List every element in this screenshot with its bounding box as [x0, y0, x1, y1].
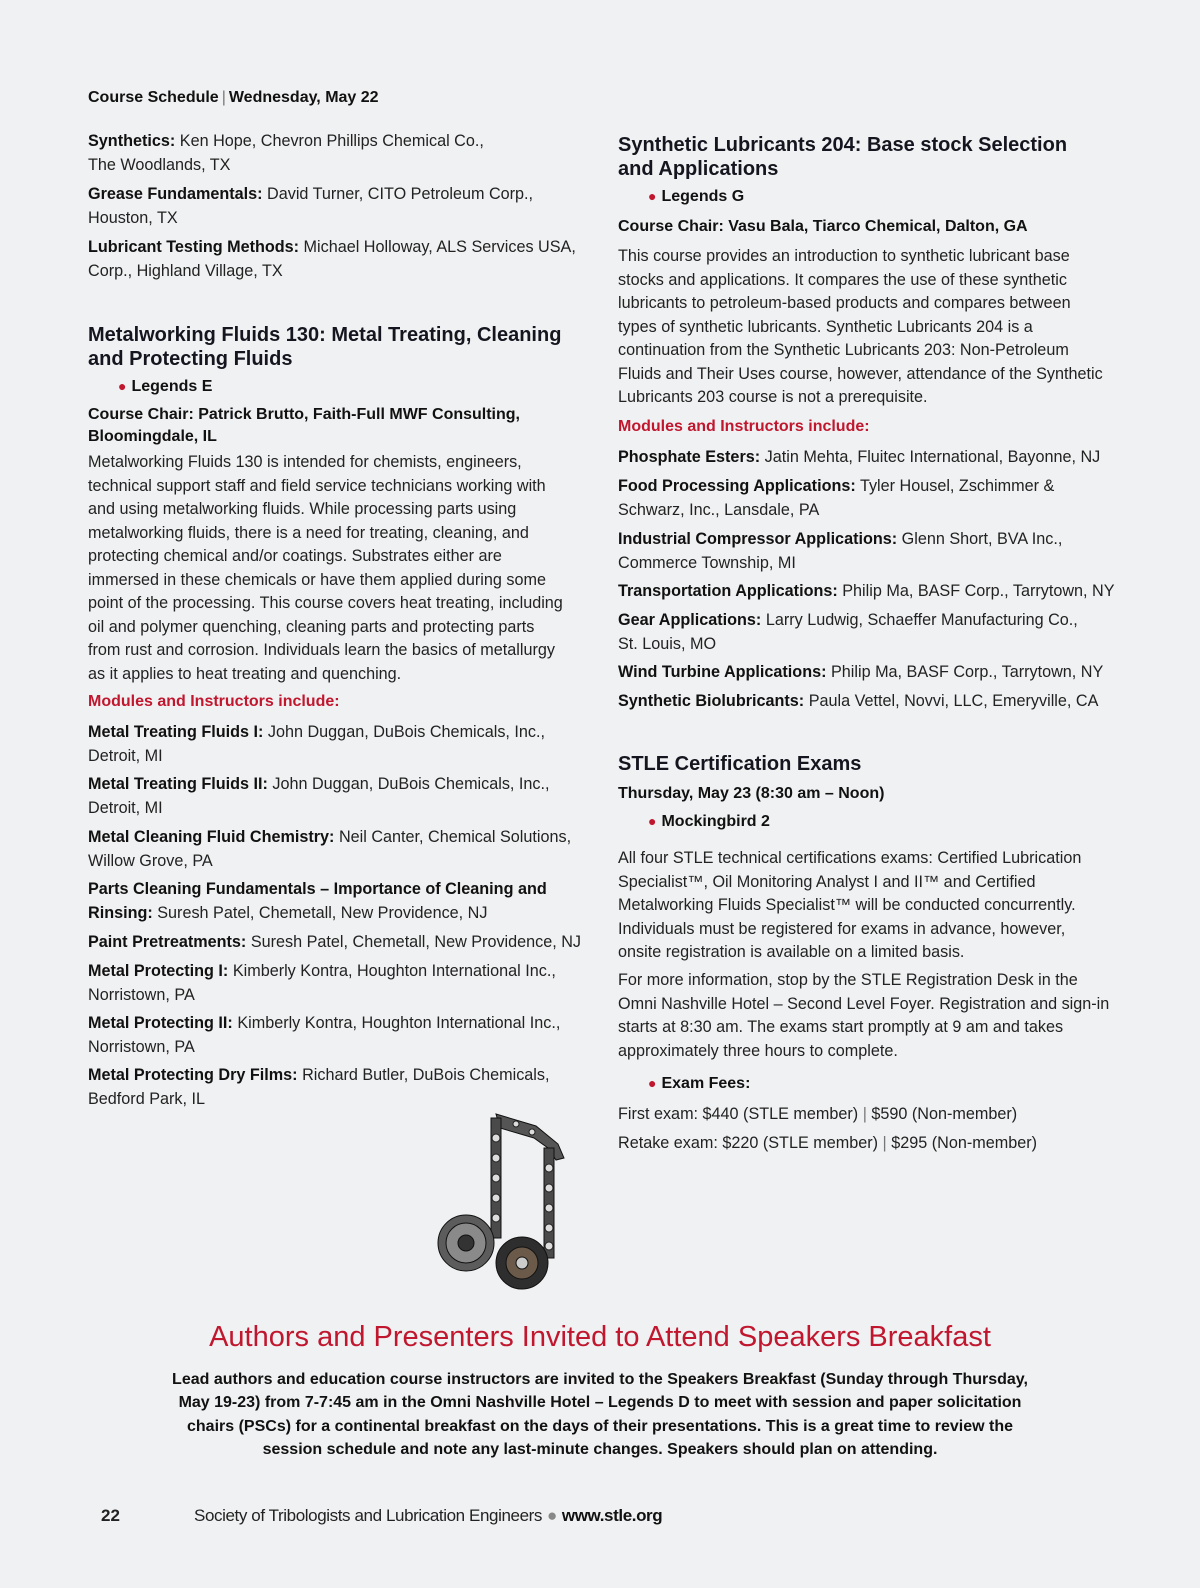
schedule-section: Course Schedule [88, 89, 219, 106]
para-line: All four STLE technical certifications exams: Certified Lubrication [618, 849, 1082, 867]
module-label: Metal Cleaning Fluid Chemistry: [88, 828, 335, 846]
fees-heading [648, 1075, 750, 1093]
module-entry [88, 826, 583, 873]
module-entry [618, 446, 1128, 470]
entry-label: Grease Fundamentals: [88, 185, 263, 203]
fee-member: First exam: $440 (STLE member) [618, 1105, 859, 1123]
module-text-2: St. Louis, MO [618, 634, 717, 653]
desc-line: Metalworking Fluids 130 is intended for chemists, engineers, [88, 453, 522, 471]
module-label: Gear Applications: [618, 611, 762, 629]
bullet-icon: ● [118, 378, 127, 394]
module-entry [618, 609, 1128, 656]
fee-first [618, 1103, 1123, 1127]
module-entry [618, 528, 1128, 575]
bullet-icon: ● [648, 1075, 657, 1091]
breakfast-line: session schedule and note any last-minute changes. Speakers should plan on attending. [262, 1440, 938, 1458]
desc-line: metalworking fluids, there is a need for treating, cleaning, and [88, 523, 529, 542]
chair-line: Course Chair: Patrick Brutto, Faith-Full MWF Consulting, [88, 406, 520, 423]
module-entry [618, 580, 1128, 604]
module-text-2: Willow Grove, PA [88, 851, 213, 870]
room-label [648, 188, 744, 206]
fee-member: Retake exam: $220 (STLE member) [618, 1134, 879, 1152]
desc-line: types of synthetic lubricants. Synthetic Lubricants 204 is a [618, 317, 1033, 336]
module-label: Metal Treating Fluids II: [88, 775, 268, 793]
breakfast-line: Lead authors and education course instructors are invited to the Speakers Breakfast (Sunday through Thursday, [172, 1371, 1028, 1388]
footer-org [194, 1506, 662, 1526]
module-entry [88, 1012, 588, 1059]
module-entry [88, 721, 583, 768]
header-separator: | [221, 89, 226, 106]
module-label-2: Rinsing: [88, 903, 153, 922]
module-text-2: Detroit, MI [88, 746, 163, 765]
module-entry [88, 878, 588, 925]
module-text-2: Suresh Patel, Chemetall, New Providence, NJ [157, 903, 488, 922]
desc-line: and using metalworking fluids. While processing parts using [88, 500, 517, 518]
para-line: approximately three hours to complete. [618, 1041, 898, 1060]
module-label: Phosphate Esters: [618, 448, 761, 466]
module-text: Tyler Housel, Zschimmer & [859, 477, 1055, 495]
desc-line: continuation from the Synthetic Lubricants 203: Non-Petroleum [618, 341, 1069, 359]
fee-separator: | [882, 1134, 887, 1152]
module-text: Neil Canter, Chemical Solutions, [338, 828, 572, 846]
para-line: For more information, stop by the STLE Registration Desk in the [618, 971, 1078, 989]
module-text: Kimberly Kontra, Houghton International Inc., [232, 962, 556, 980]
course-title-mwf [88, 323, 583, 371]
module-label: Synthetic Biolubricants: [618, 692, 805, 710]
module-text: Paula Vettel, Novvi, LLC, Emeryville, CA [808, 692, 1099, 710]
modules-heading: Modules and Instructors include: [618, 418, 870, 435]
module-entry [88, 1064, 588, 1111]
module-text-2: Bedford Park, IL [88, 1089, 205, 1108]
fee-nonmember: $295 (Non-member) [891, 1134, 1037, 1152]
desc-line: lubricants to petroleum-based products and compares between [618, 294, 1071, 312]
module-entry [88, 931, 588, 955]
certification-title: STLE Certification Exams [618, 753, 862, 775]
module-text: John Duggan, DuBois Chemicals, Inc., [267, 723, 546, 741]
intro-entry [88, 130, 583, 177]
room-label [648, 813, 770, 831]
desc-line: immersed in these chemicals or have them applied during some [88, 570, 546, 589]
page-number: 22 [101, 1506, 120, 1525]
para-line: onsite registration is available on a limited basis. [618, 943, 965, 961]
entry-text: Michael Holloway, ALS Services USA, [303, 238, 576, 256]
entry-text-2: Houston, TX [88, 208, 178, 227]
module-text: Philip Ma, BASF Corp., Tarrytown, NY [830, 663, 1104, 681]
desc-line: from rust and corrosion. Individuals learn the basics of metallurgy [88, 641, 555, 659]
module-entry [618, 475, 1128, 522]
module-entry [88, 773, 583, 820]
desc-line: protecting chemical and/or coatings. Substrates either are [88, 547, 502, 565]
module-text-2: Detroit, MI [88, 798, 163, 817]
breakfast-line: May 19-23) from 7-7:45 am in the Omni Nashville Hotel – Legends D to meet with session and paper solicitation [178, 1394, 1022, 1412]
module-text: John Duggan, DuBois Chemicals, Inc., [272, 775, 550, 793]
website-link[interactable]: www.stle.org [561, 1506, 663, 1525]
desc-line: Fluids and Their Uses course, however, attendance of the Synthetic [618, 364, 1103, 383]
room-label [118, 378, 212, 396]
desc-line: point of the processing. This course covers heat treating, including [88, 594, 563, 612]
entry-text-2: The Woodlands, TX [88, 155, 231, 174]
room-name: Mockingbird 2 [661, 813, 770, 830]
para-line: starts at 8:30 am. The exams start promptly at 9 am and takes [618, 1018, 1064, 1036]
org-name: Society of Tribologists and Lubrication Engineers [194, 1506, 543, 1525]
module-text: Philip Ma, BASF Corp., Tarrytown, NY [842, 582, 1115, 600]
module-text-2: Commerce Township, MI [618, 553, 796, 572]
fee-separator: | [862, 1105, 867, 1123]
bullet-icon: ● [648, 813, 657, 829]
fees-heading-text: Exam Fees: [661, 1075, 751, 1092]
module-text-2: Schwarz, Inc., Lansdale, PA [618, 500, 820, 519]
course-chair: Course Chair: Vasu Bala, Tiarco Chemical, Dalton, GA [618, 218, 1028, 235]
entry-text-2: Corp., Highland Village, TX [88, 261, 283, 280]
module-label: Food Processing Applications: [618, 477, 856, 495]
desc-line: Lubricants 203 course is not a prerequisite. [618, 388, 928, 406]
certification-para-2 [618, 969, 1123, 1063]
module-text: Kimberly Kontra, Houghton International Inc., [237, 1014, 561, 1032]
course-title-synth [618, 133, 1118, 181]
intro-entry [88, 236, 583, 283]
module-text: Glenn Short, BVA Inc., [901, 530, 1063, 548]
module-label: Metal Treating Fluids I: [88, 723, 264, 741]
breakfast-body [150, 1368, 1050, 1461]
desc-line: This course provides an introduction to synthetic lubricant base [618, 247, 1070, 265]
title-line: Synthetic Lubricants 204: Base stock Selection [618, 134, 1068, 156]
course-description [88, 451, 583, 686]
entry-label: Lubricant Testing Methods: [88, 238, 300, 256]
title-line: and Protecting Fluids [88, 348, 293, 370]
desc-line: as it applies to heat treating and quenching. [88, 664, 402, 683]
module-label: Parts Cleaning Fundamentals – Importance of Cleaning and [88, 880, 547, 898]
certification-time: Thursday, May 23 (8:30 am – Noon) [618, 785, 885, 802]
intro-entry [88, 183, 583, 230]
modules-heading: Modules and Instructors include: [88, 693, 340, 710]
chair-line: Bloomingdale, IL [88, 428, 217, 445]
entry-text: Ken Hope, Chevron Phillips Chemical Co., [179, 132, 484, 150]
breakfast-title: Authors and Presenters Invited to Attend Speakers Breakfast [209, 1321, 991, 1353]
module-text: Suresh Patel, Chemetall, New Providence, NJ [250, 933, 582, 951]
music-note-parts-illustration [436, 1108, 586, 1290]
course-chair [88, 404, 583, 448]
para-line: Omni Nashville Hotel – Second Level Foyer. Registration and sign-in [618, 994, 1110, 1013]
module-text-2: Norristown, PA [88, 985, 195, 1004]
schedule-header [88, 89, 379, 107]
title-line: Metalworking Fluids 130: Metal Treating, Cleaning [88, 324, 562, 346]
module-label: Metal Protecting I: [88, 962, 229, 980]
module-label: Wind Turbine Applications: [618, 663, 827, 681]
bullet-icon: ● [547, 1506, 557, 1525]
module-entry [618, 661, 1128, 685]
module-label: Metal Protecting II: [88, 1014, 233, 1032]
fee-retake [618, 1132, 1123, 1156]
module-label: Metal Protecting Dry Films: [88, 1066, 298, 1084]
certification-para-1 [618, 847, 1123, 965]
module-label: Industrial Compressor Applications: [618, 530, 898, 548]
module-entry [88, 960, 588, 1007]
bullet-icon: ● [648, 188, 657, 204]
module-label: Paint Pretreatments: [88, 933, 247, 951]
module-text-2: Norristown, PA [88, 1037, 195, 1056]
para-line: Metalworking Fluids Specialist™ will be conducted concurrently. [618, 896, 1076, 914]
desc-line: stocks and applications. It compares the use of these synthetic [618, 270, 1067, 289]
room-name: Legends G [661, 188, 745, 205]
fee-nonmember: $590 (Non-member) [871, 1105, 1018, 1123]
course-description [618, 245, 1118, 410]
schedule-day: Wednesday, May 22 [228, 89, 379, 106]
module-text: Larry Ludwig, Schaeffer Manufacturing Co., [765, 611, 1078, 629]
module-text: Jatin Mehta, Fluitec International, Bayonne, NJ [764, 448, 1101, 466]
entry-text: David Turner, CITO Petroleum Corp., [267, 185, 534, 203]
breakfast-line: chairs (PSCs) for a continental breakfast on the days of their presentations. This is a great time to review the [187, 1417, 1013, 1435]
title-line: and Applications [618, 158, 779, 180]
desc-line: oil and polymer quenching, cleaning parts and protecting parts [88, 617, 535, 636]
para-line: Specialist™, Oil Monitoring Analyst I and II™ and Certified [618, 872, 1036, 891]
room-name: Legends E [131, 378, 213, 395]
entry-label: Synthetics: [88, 132, 176, 150]
para-line: Individuals must be registered for exams in advance, however, [618, 919, 1066, 938]
desc-line: technical support staff and field service technicians working with [88, 476, 546, 495]
module-label: Transportation Applications: [618, 582, 838, 600]
module-text: Richard Butler, DuBois Chemicals, [302, 1066, 550, 1084]
module-entry [618, 690, 1128, 714]
